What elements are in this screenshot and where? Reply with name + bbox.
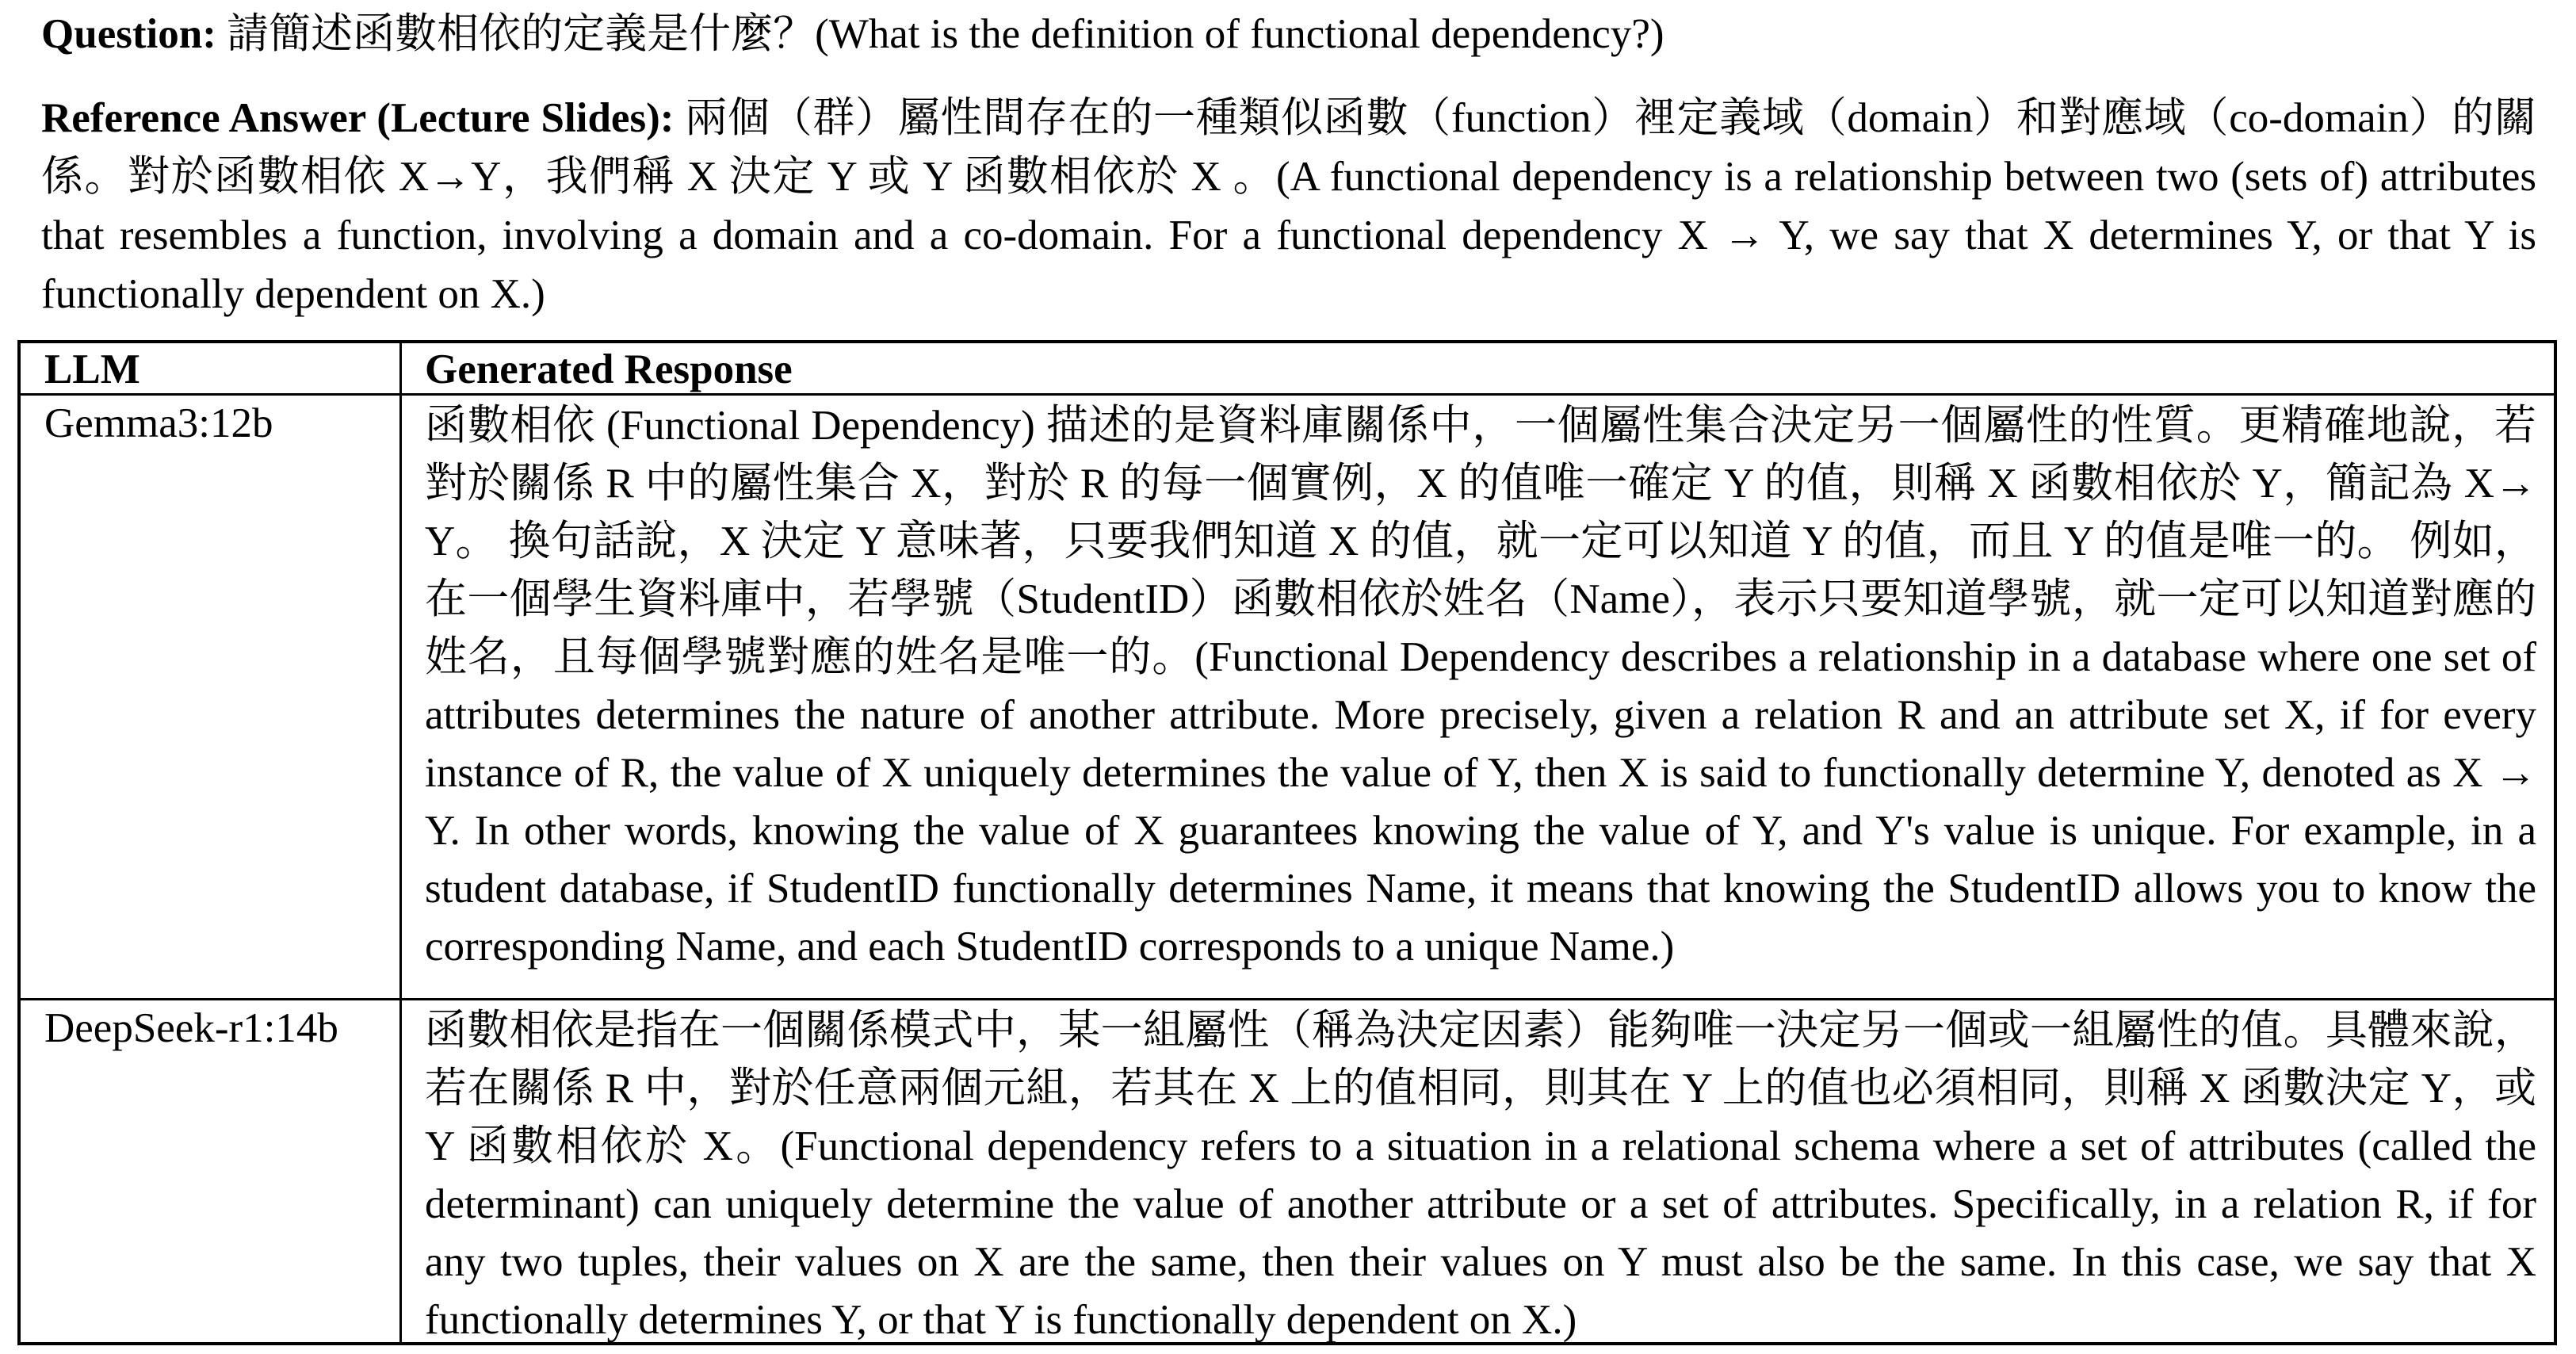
reference-answer-label: Reference Answer (Lecture Slides):	[41, 95, 675, 141]
table-header-row	[21, 343, 2554, 396]
question-text: 請簡述函數相依的定義是什麼？(What is the definition of functional dependency?)	[216, 11, 1664, 57]
generated-response-cell: 函數相依 (Functional Dependency) 描述的是資料庫關係中，一個屬性集合決定另一個屬性的性質。更精確地說，若對於關係 R 中的屬性集合 X，對於 R 的每一個實例，X 的值唯一確定 Y 的值，則稱 X 函數相依於 Y，簡記為 X→ Y。 換句話說，X 決定 Y 意味著，只要我們知道 X 的值，就一定可以知道 Y 的值，而且 Y 的值是唯一的。 例如，在一個學生資料庫中，若學號（StudentID）函數相依於姓名（Name），表示只要知道學號，就一定可以知道對應的姓名，且每個學號對應的姓名是唯一的。(Functional Dependency describes a relationship in a database where one set of attributes determines the nature of another attribute. More precisely, given a relation R and an attribute set X, if for every instance of R, the value of X uniquely determines the value of Y, then X is said to functionally determine Y, denoted as X → Y. In other words, knowing the value of X guarantees knowing the value of Y, and Y's value is unique. For example, in a student database, if StudentID functionally determines Name, it means that knowing the StudentID allows you to know the corresponding Name, and each StudentID corresponds to a unique Name.)	[425, 403, 2536, 970]
reference-answer-text: 兩個（群）屬性間存在的一種類似函數（function）裡定義域（domain）和對應域（co-domain）的關係。對於函數相依 X→Y，我們稱 X 決定 Y 或 Y 函數相依於 X 。(A functional dependency is a relationship between two (sets of) attributes that resembles a function, involving a domain and a co-domain. For a functional dependency X → Y, we say that X determines Y, or that Y is functionally dependent on X.)	[41, 95, 2536, 317]
llm-name-cell: DeepSeek-r1:14b	[44, 1005, 338, 1051]
header-llm: LLM	[44, 346, 140, 392]
reference-answer-paragraph	[41, 89, 2536, 323]
column-divider	[399, 396, 402, 998]
question-label: Question:	[41, 11, 216, 57]
generated-response-cell: 函數相依是指在一個關係模式中，某一組屬性（稱為決定因素）能夠唯一決定另一個或一組屬性的值。具體來說，若在關係 R 中，對於任意兩個元組，若其在 X 上的值相同，則其在 Y 上的值也必須相同，則稱 X 函數決定 Y，或 Y 函數相依於 X。(Functional dependency refers to a situation in a relational schema where a set of attributes (called the determinant) can uniquely determine the value of another attribute or a set of attributes. Specifically, in a relation R, if for any two tuples, their values on X are the same, then their values on Y must also be the same. In this case, we say that X functionally determines Y, or that Y is functionally dependent on X.)	[425, 1008, 2536, 1343]
column-divider	[399, 1000, 402, 1342]
header-generated-response: Generated Response	[425, 346, 793, 392]
question-paragraph	[41, 5, 2538, 63]
table-row	[21, 1000, 2554, 1342]
table-row	[21, 396, 2554, 1000]
responses-table	[17, 340, 2557, 1345]
column-divider	[399, 343, 402, 393]
llm-name-cell: Gemma3:12b	[44, 400, 273, 446]
